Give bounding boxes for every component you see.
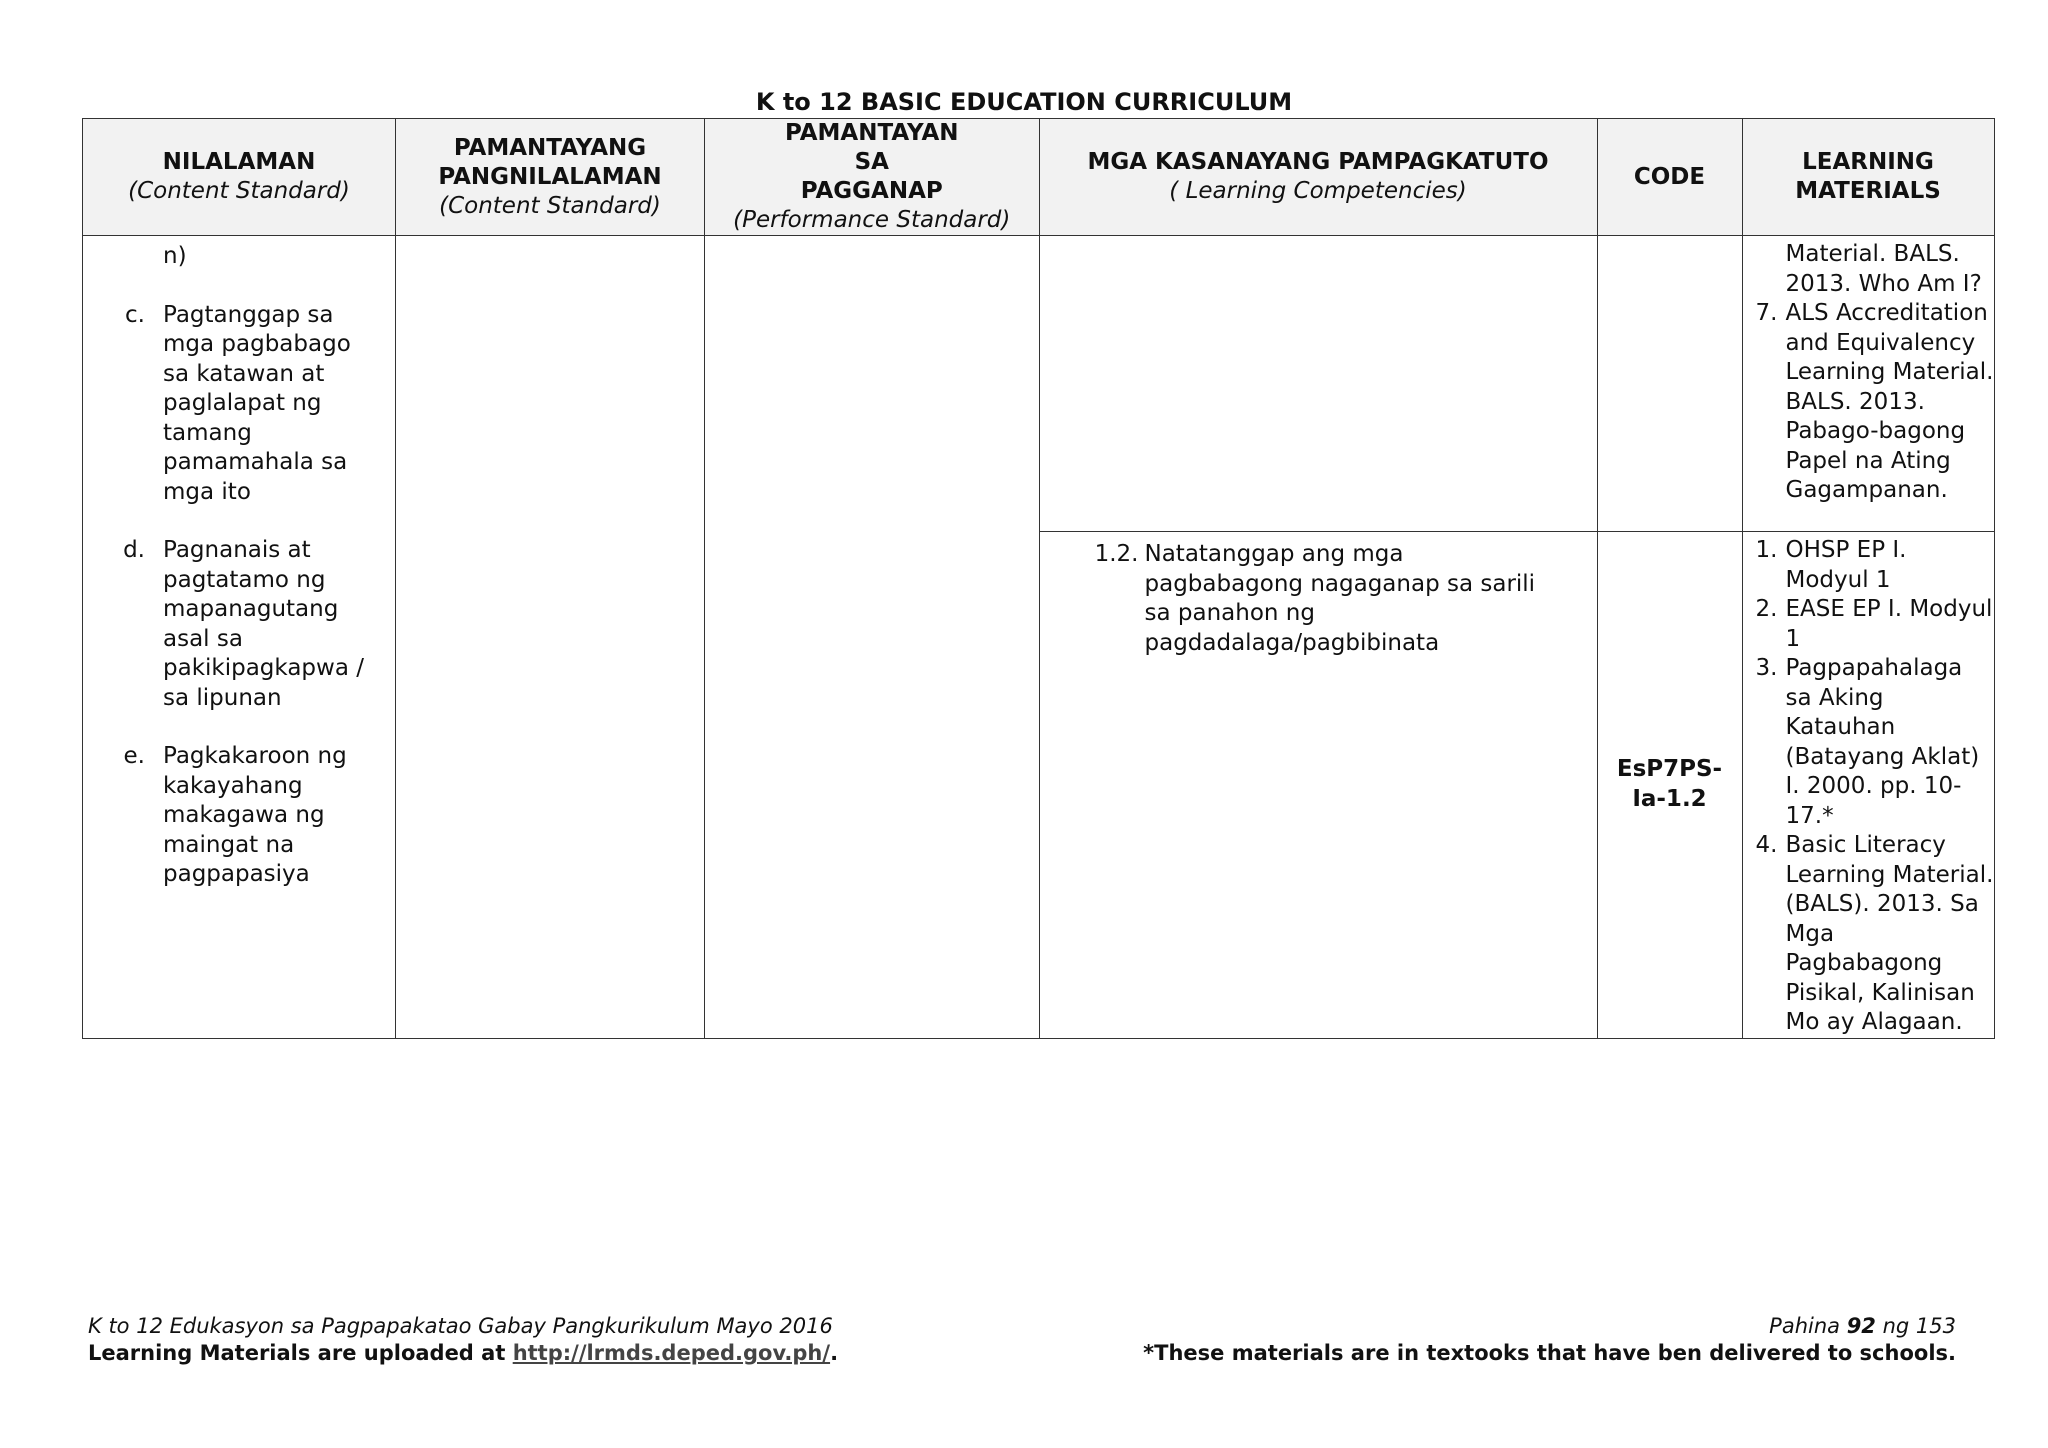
list-item: c. Pagtanggap sa mga pagbabago sa katawan at paglalapat ng tamang pamamahala sa mga ito: [125, 301, 351, 505]
header-nilalaman: NILALAMAN (Content Standard): [83, 119, 396, 236]
materials-cell: [1742, 236, 1994, 532]
list-item: 1. OHSP EP I. Modyul 1: [1755, 537, 1907, 593]
code-cell: [1597, 532, 1742, 1039]
list-item: 2. EASE EP I. Modyul 1: [1755, 596, 1993, 652]
content-standard-cell: [396, 236, 705, 1039]
content-list: [83, 236, 395, 890]
materials-list: [1743, 532, 1994, 1038]
header-row: [83, 119, 1995, 236]
list-item: n): [163, 243, 187, 269]
curriculum-table: [82, 118, 1995, 1039]
table-row: [83, 236, 1995, 532]
footer-upload-note: Learning Materials are uploaded at http://lrmds.deped.gov.ph/.: [88, 1341, 839, 1365]
competency-item: 1.2. Natatanggap ang mga pagbabagong nagaganap sa sarili sa panahon ng pagdadalaga/pagbibinata: [1094, 541, 1536, 656]
list-item: 4. Basic Literacy Learning Material. (BALS). 2013. Sa Mga Pagbabagong Pisikal, Kalinisan Mo ay Alagaan.: [1755, 832, 1994, 1035]
list-item: 3. Pagpapahalaga sa Aking Katauhan (Batayang Aklat) I. 2000. pp. 10-17.*: [1755, 655, 1980, 829]
document-title: K to 12 BASIC EDUCATION CURRICULUM: [755, 88, 1293, 116]
list-item: d. Pagnanais at pagtatamo ng mapanagutang asal sa pakikipagkapwa / sa lipunan: [123, 537, 364, 711]
page-number: Pahina 92 ng 153: [1769, 1314, 1956, 1338]
footer-materials-note: *These materials are in textooks that have ben delivered to schools.: [1143, 1341, 1956, 1365]
code-cell: [1597, 236, 1742, 532]
header-pamantayan-sa-pagganap: PAMANTAYAN SA PAGGANAP (Performance Standard): [705, 119, 1040, 236]
footer-right: [1143, 1313, 1956, 1367]
materials-cell: [1742, 532, 1994, 1039]
competency-code: EsP7PS-Ia-1.2: [1616, 756, 1723, 812]
lrmds-link[interactable]: http://lrmds.deped.gov.ph/: [512, 1341, 831, 1365]
competency-cell: [1039, 532, 1597, 1039]
header-learning-competencies: MGA KASANAYANG PAMPAGKATUTO ( Learning Competencies): [1039, 119, 1597, 236]
header-learning-materials: LEARNING MATERIALS: [1742, 119, 1994, 236]
list-item: Material. BALS. 2013. Who Am I?: [1785, 241, 1982, 297]
list-item: 7. ALS Accreditation and Equivalency Learning Material. BALS. 2013. Pabago-bagong Papel na Ating Gagampanan.: [1755, 300, 1994, 503]
header-pamantayang-pangnilalaman: PAMANTAYANG PANGNILALAMAN (Content Standard): [396, 119, 705, 236]
footer-guide-title: K to 12 Edukasyon sa Pagpapakatao Gabay Pangkurikulum Mayo 2016: [88, 1314, 833, 1338]
footer-left: [88, 1313, 838, 1367]
list-item: e. Pagkakaroon ng kakayahang makagawa ng maingat na pagpapasiya: [123, 743, 347, 887]
header-code: CODE: [1597, 119, 1742, 236]
materials-list: [1743, 236, 1994, 506]
performance-standard-cell: [705, 236, 1040, 1039]
content-cell: [83, 236, 396, 1039]
competency-cell: [1039, 236, 1597, 532]
